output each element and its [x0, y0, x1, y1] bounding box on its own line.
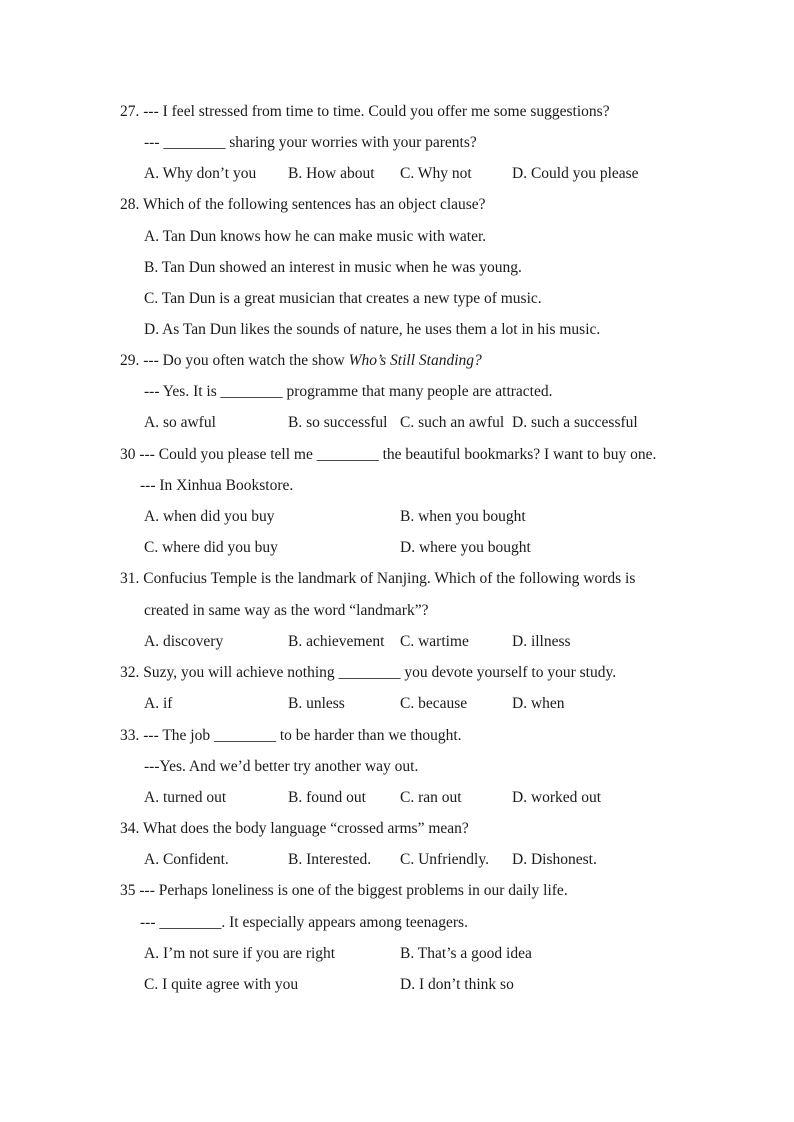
- q31-option-a: A. discovery: [144, 633, 224, 650]
- q31-option-b: B. achievement: [288, 633, 385, 650]
- q33-option-a: A. turned out: [144, 789, 227, 806]
- q35-reply: --- ________. It especially appears among teenagers.: [140, 914, 468, 931]
- q35-option-b: B. That’s a good idea: [400, 945, 532, 962]
- q29-option-b: B. so successful: [288, 414, 388, 431]
- q35-stem: 35 --- Perhaps loneliness is one of the biggest problems in our daily life.: [120, 882, 568, 899]
- q31-option-c: C. wartime: [400, 633, 469, 650]
- q27-option-a: A. Why don’t you: [144, 165, 257, 182]
- q30-stem: 30 --- Could you please tell me ________ the beautiful bookmarks? I want to buy one.: [120, 446, 657, 463]
- q29-show-title: Who’s Still Standing?: [348, 352, 482, 369]
- q31-option-d: D. illness: [512, 633, 571, 650]
- q30-reply: --- In Xinhua Bookstore.: [140, 477, 294, 494]
- q34-stem: 34. What does the body language “crossed arms” mean?: [120, 820, 469, 837]
- q29-stem: [120, 351, 482, 371]
- q32-option-b: B. unless: [288, 695, 345, 712]
- q27-option-d: D. Could you please: [512, 165, 639, 182]
- q29-option-d: D. such a successful: [512, 414, 638, 431]
- q30-option-c: C. where did you buy: [144, 539, 278, 556]
- q28-option-b: B. Tan Dun showed an interest in music when he was young.: [144, 259, 522, 276]
- q31-stem: 31. Confucius Temple is the landmark of Nanjing. Which of the following words is: [120, 570, 636, 587]
- q35-option-a: A. I’m not sure if you are right: [144, 945, 336, 962]
- q34-option-a: A. Confident.: [144, 851, 229, 868]
- q29-stem-prefix: 29. --- Do you often watch the show: [120, 352, 349, 369]
- q27-reply: --- ________ sharing your worries with your parents?: [144, 134, 477, 151]
- q28-option-c: C. Tan Dun is a great musician that creates a new type of music.: [144, 290, 542, 307]
- q32-option-a: A. if: [144, 695, 173, 712]
- q33-stem: 33. --- The job ________ to be harder than we thought.: [120, 727, 462, 744]
- q27-option-b: B. How about: [288, 165, 375, 182]
- q32-stem: 32. Suzy, you will achieve nothing ________ you devote yourself to your study.: [120, 664, 617, 681]
- q33-option-b: B. found out: [288, 789, 366, 806]
- q33-reply: ---Yes. And we’d better try another way out.: [144, 758, 419, 775]
- q28-option-a: A. Tan Dun knows how he can make music with water.: [144, 228, 487, 245]
- q30-option-d: D. where you bought: [400, 539, 531, 556]
- q33-option-c: C. ran out: [400, 789, 462, 806]
- q29-option-a: A. so awful: [144, 414, 216, 431]
- q34-option-b: B. Interested.: [288, 851, 372, 868]
- q32-option-c: C. because: [400, 695, 468, 712]
- q28-option-d: D. As Tan Dun likes the sounds of nature, he uses them a lot in his music.: [144, 321, 601, 338]
- q27-stem: 27. --- I feel stressed from time to time. Could you offer me some suggestions?: [120, 103, 610, 120]
- q34-option-c: C. Unfriendly.: [400, 851, 489, 868]
- q31-stem-continued: created in same way as the word “landmark”?: [144, 602, 429, 619]
- q30-option-a: A. when did you buy: [144, 508, 275, 525]
- q30-option-b: B. when you bought: [400, 508, 526, 525]
- q29-option-c: C. such an awful: [400, 414, 505, 431]
- q34-option-d: D. Dishonest.: [512, 851, 597, 868]
- q27-option-c: C. Why not: [400, 165, 472, 182]
- q33-option-d: D. worked out: [512, 789, 602, 806]
- q28-stem: 28. Which of the following sentences has an object clause?: [120, 196, 486, 213]
- q35-option-d: D. I don’t think so: [400, 976, 514, 993]
- q32-option-d: D. when: [512, 695, 565, 712]
- q35-option-c: C. I quite agree with you: [144, 976, 299, 993]
- q29-reply: --- Yes. It is ________ programme that many people are attracted.: [144, 383, 553, 400]
